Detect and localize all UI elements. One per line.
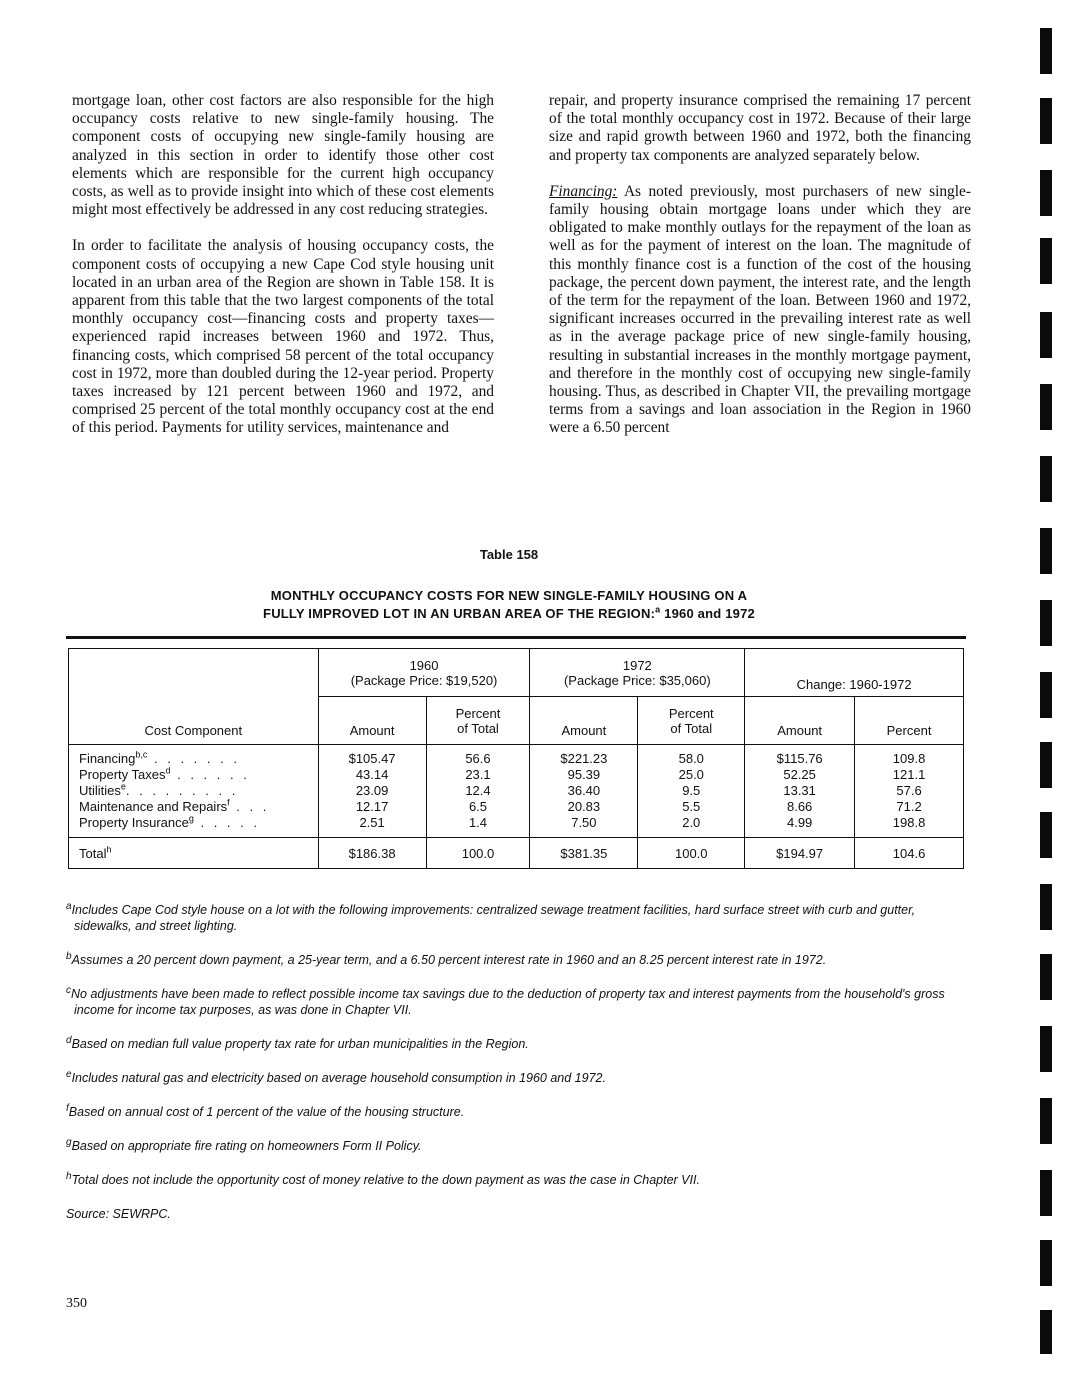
cell-value: 23.1: [465, 767, 491, 782]
footnote-mark: e: [66, 1068, 72, 1080]
table-title-footnote-mark: a: [655, 604, 661, 615]
cell-value: $221.23: [560, 751, 608, 766]
footnote-mark: e: [120, 781, 126, 792]
cell-value: 1.4: [468, 815, 488, 830]
header-percent-1960-l1: Percent: [455, 705, 501, 721]
footnote-mark: h: [66, 1170, 72, 1182]
row-label-insurance: [79, 815, 314, 831]
total-row: [69, 838, 964, 869]
header-percent-1960-l2: of Total: [457, 720, 499, 736]
cell-value: 2.51: [359, 815, 385, 830]
cell-value: 57.6: [896, 783, 922, 798]
cell-value: 36.40: [567, 783, 601, 798]
col-percent-1972: [638, 745, 745, 838]
cell-value: 2.0: [682, 815, 701, 830]
cell-value: 95.39: [567, 767, 601, 782]
label-text: Property Taxes: [79, 767, 166, 782]
header-percent-total-1960: [426, 697, 530, 745]
table-title-years: 1960 and 1972: [660, 606, 755, 621]
label-text: Maintenance and Repairs: [79, 799, 228, 814]
total-percent-1960: 100.0: [426, 838, 530, 869]
cell-value: 52.25: [783, 767, 816, 782]
footnote-f: [66, 1104, 972, 1120]
footnote-e: [66, 1070, 972, 1086]
page-number: 350: [66, 1296, 87, 1311]
footnote-mark: f: [66, 1102, 69, 1114]
edge-mark: [1040, 528, 1052, 574]
total-amount-1960: $186.38: [318, 838, 426, 869]
col-amount-1960: [318, 745, 426, 838]
footnote-mark: f: [227, 797, 230, 808]
footnote-text: Based on annual cost of 1 percent of the value of the housing structure.: [68, 1105, 465, 1119]
edge-mark: [1040, 1170, 1052, 1216]
edge-mark: [1040, 1240, 1052, 1286]
right-paragraph-2: [549, 183, 971, 438]
edge-mark: [1040, 1098, 1052, 1144]
edge-mark: [1040, 884, 1052, 930]
edge-mark: [1040, 600, 1052, 646]
edge-mark: [1040, 98, 1052, 144]
footnotes: [66, 902, 972, 1240]
header-1972: [530, 649, 745, 697]
edge-mark: [1040, 312, 1052, 358]
source-note: Source: SEWRPC.: [66, 1207, 171, 1221]
table-number: Table 158: [479, 547, 539, 562]
cell-value: 13.31: [783, 783, 816, 798]
left-text-column: [72, 92, 494, 456]
cell-value: 25.0: [678, 767, 704, 782]
cell-value: 43.14: [355, 767, 389, 782]
footnote-c: [66, 986, 972, 1018]
footnote-h: [66, 1172, 972, 1188]
footnote-mark: d: [165, 765, 171, 776]
col-amount-1972: [530, 745, 638, 838]
footnote-text: Includes Cape Cod style house on a lot with the following improvements: centralized sewage treatment facilities, hard surface street with curb and gutter, sidewalks, and street lighting.: [71, 903, 916, 933]
footnote-a: [66, 902, 972, 934]
total-amount-change: $194.97: [745, 838, 855, 869]
footnote-text: Includes natural gas and electricity based on average household consumption in 1960 and 1972.: [71, 1071, 606, 1085]
cell-value: $105.47: [348, 751, 396, 766]
right-paragraph-1: repair, and property insurance comprised the remaining 17 percent of the total monthly occupancy cost in 1972. Because of their large size and rapid growth between 1960 and 1972, both the financing and property tax components are analyzed separately below.: [549, 92, 971, 164]
edge-mark: [1040, 672, 1052, 718]
table-title-line-2: [0, 605, 1018, 623]
cell-value: 58.0: [678, 751, 704, 766]
table-title-line-1: MONTHLY OCCUPANCY COSTS FOR NEW SINGLE-FAMILY HOUSING ON A: [270, 588, 748, 603]
edge-mark: [1040, 1310, 1052, 1354]
cell-value: 71.2: [896, 799, 922, 814]
row-label-maintenance: [79, 799, 314, 815]
label-text: Financing: [79, 751, 136, 766]
footnote-mark: g: [188, 813, 194, 824]
footnote-text: Based on median full value property tax rate for urban municipalities in the Region.: [71, 1037, 529, 1051]
leader-dots: . . .: [229, 799, 270, 814]
edge-mark: [1040, 238, 1052, 284]
edge-mark: [1040, 456, 1052, 502]
row-label-financing: [79, 751, 314, 767]
footnote-g: [66, 1138, 972, 1154]
footnote-mark: b: [66, 950, 72, 962]
label-text: Property Insurance: [79, 815, 189, 830]
total-label: [69, 838, 319, 869]
cell-value: 5.5: [682, 799, 701, 814]
cell-value: 23.09: [355, 783, 389, 798]
footnote-mark: b,c: [135, 749, 148, 760]
occupancy-cost-table: [68, 648, 964, 869]
total-percent-change: 104.6: [855, 838, 964, 869]
cell-value: 4.99: [786, 815, 813, 830]
row-label-utilities: [79, 783, 314, 799]
footnote-text: Total does not include the opportunity cost of money relative to the down payment as was the case in Chapter VII.: [71, 1173, 700, 1187]
cell-value: 12.17: [355, 799, 389, 814]
left-paragraph-1: mortgage loan, other cost factors are also responsible for the high occupancy costs relative to new single-family housing. The component costs of occupying new single-family housing are analyzed in this section in order to identify those other cost elements which are responsible for the current high occupancy costs, as well as to provide insight into which of these cost elements might most effectively be addressed in any cost reducing strategies.: [72, 92, 494, 219]
cell-value: 9.5: [682, 783, 701, 798]
header-percent-1972-l2: of Total: [670, 720, 713, 736]
cell-value: 198.8: [892, 815, 926, 830]
footnote-mark: a: [66, 900, 72, 912]
cell-value: 7.50: [571, 815, 597, 830]
header-cost-component: Cost Component: [69, 649, 319, 745]
right-paragraph-2-text: As noted previously, most purchasers of new single-family housing obtain mortgage loans under which they are obligated to make monthly outlays for the repayment of the loan as well as for the payment of interest on the loan. The magnitude of this monthly finance cost is a function of the cost of the housing package, the percent down payment, the interest rate, and the length of the term for the repayment of the loan. Between 1960 and 1972, significant increases occurred in the prevailing interest rate as well as in the average package price of new single-family housing, resulting in substantial increases in the monthly mortgage payment, and therefore in the monthly cost of occupying new single-family housing. Thus, as described in Chapter VII, the prevailing mortgage terms from a savings and loan association in the Region in 1960 were a 6.50 percent: [549, 182, 971, 437]
edge-mark: [1040, 28, 1052, 74]
header-percent-1972-l1: Percent: [668, 705, 714, 721]
footnote-text: No adjustments have been made to reflect possible income tax savings due to the deduction of property tax and interest payments from the household's gross income for income tax purposes, as was done in Chapter VII.: [71, 987, 945, 1017]
left-paragraph-2: In order to facilitate the analysis of housing occupancy costs, the component costs of occupying a new Cape Cod style housing unit located in an urban area of the Region are shown in Table 158. It is apparent from this table that the two largest components of the total monthly occupancy cost—financing costs and property taxes—experienced rapid increases between 1960 and 1972. Thus, financing costs, which comprised 58 percent of the total occupancy cost in 1972, more than doubled during the 12-year period. Property taxes increased by 121 percent between 1960 and 1972, and comprised 25 percent of the total monthly occupancy cost at the end of this period. Payments for utility services, maintenance and: [72, 237, 494, 437]
header-amount-change: Amount: [745, 697, 855, 745]
total-amount-1972: $381.35: [530, 838, 638, 869]
footnote-text: Assumes a 20 percent down payment, a 25-year term, and a 6.50 percent interest rate in 1960 and an 8.25 percent interest rate in 1972.: [71, 953, 827, 967]
header-1972-price: (Package Price: $35,060): [563, 672, 711, 688]
footnote-b: [66, 952, 972, 968]
header-amount-1960: Amount: [318, 697, 426, 745]
footnote-d: [66, 1036, 972, 1052]
row-label-property-taxes: [79, 767, 314, 783]
edge-mark: [1040, 954, 1052, 1000]
header-percent-total-1972: [638, 697, 745, 745]
cell-value: 121.1: [892, 767, 926, 782]
edge-mark: [1040, 812, 1052, 858]
row-labels-cell: [69, 745, 319, 838]
cell-value: 56.6: [465, 751, 491, 766]
label-text: Utilities: [79, 783, 121, 798]
cell-value: 8.66: [786, 799, 813, 814]
footnote-mark: c: [66, 984, 71, 996]
edge-mark: [1040, 170, 1052, 216]
leader-dots: . . . . . .: [170, 767, 250, 782]
leader-dots: . . . . . . . . .: [125, 783, 239, 798]
total-label-text: Total: [79, 845, 107, 861]
financing-subheading: Financing:: [549, 182, 618, 200]
leader-dots: . . . . . . .: [147, 751, 240, 766]
col-percent-change: [855, 745, 964, 838]
header-1972-year: 1972: [622, 657, 652, 673]
total-percent-1972: 100.0: [638, 838, 745, 869]
cell-value: 109.8: [892, 751, 926, 766]
table-title: [0, 587, 1018, 623]
edge-mark: [1040, 742, 1052, 788]
cell-value: 12.4: [465, 783, 491, 798]
header-1960-year: 1960: [409, 657, 439, 673]
edge-mark: [1040, 1026, 1052, 1072]
footnote-mark: h: [106, 844, 112, 855]
header-1960-price: (Package Price: $19,520): [350, 672, 498, 688]
header-change: Change: 1960-1972: [745, 649, 964, 697]
footnote-text: Based on appropriate fire rating on homeowners Form II Policy.: [71, 1139, 422, 1153]
edge-mark: [1040, 384, 1052, 430]
cell-value: 20.83: [567, 799, 601, 814]
footnote-mark: d: [66, 1034, 72, 1046]
col-amount-change: [745, 745, 855, 838]
cell-value: $115.76: [776, 751, 823, 766]
right-text-column: [549, 92, 971, 456]
footnote-mark: g: [66, 1136, 72, 1148]
header-1960: [318, 649, 530, 697]
table-top-rule: [66, 636, 966, 639]
leader-dots: . . . . .: [193, 815, 260, 830]
col-percent-1960: [426, 745, 530, 838]
cell-value: 6.5: [468, 799, 488, 814]
header-percent-change: Percent: [855, 697, 964, 745]
header-amount-1972: Amount: [530, 697, 638, 745]
table-title-line-2-main: FULLY IMPROVED LOT IN AN URBAN AREA OF THE REGION:: [263, 606, 656, 621]
